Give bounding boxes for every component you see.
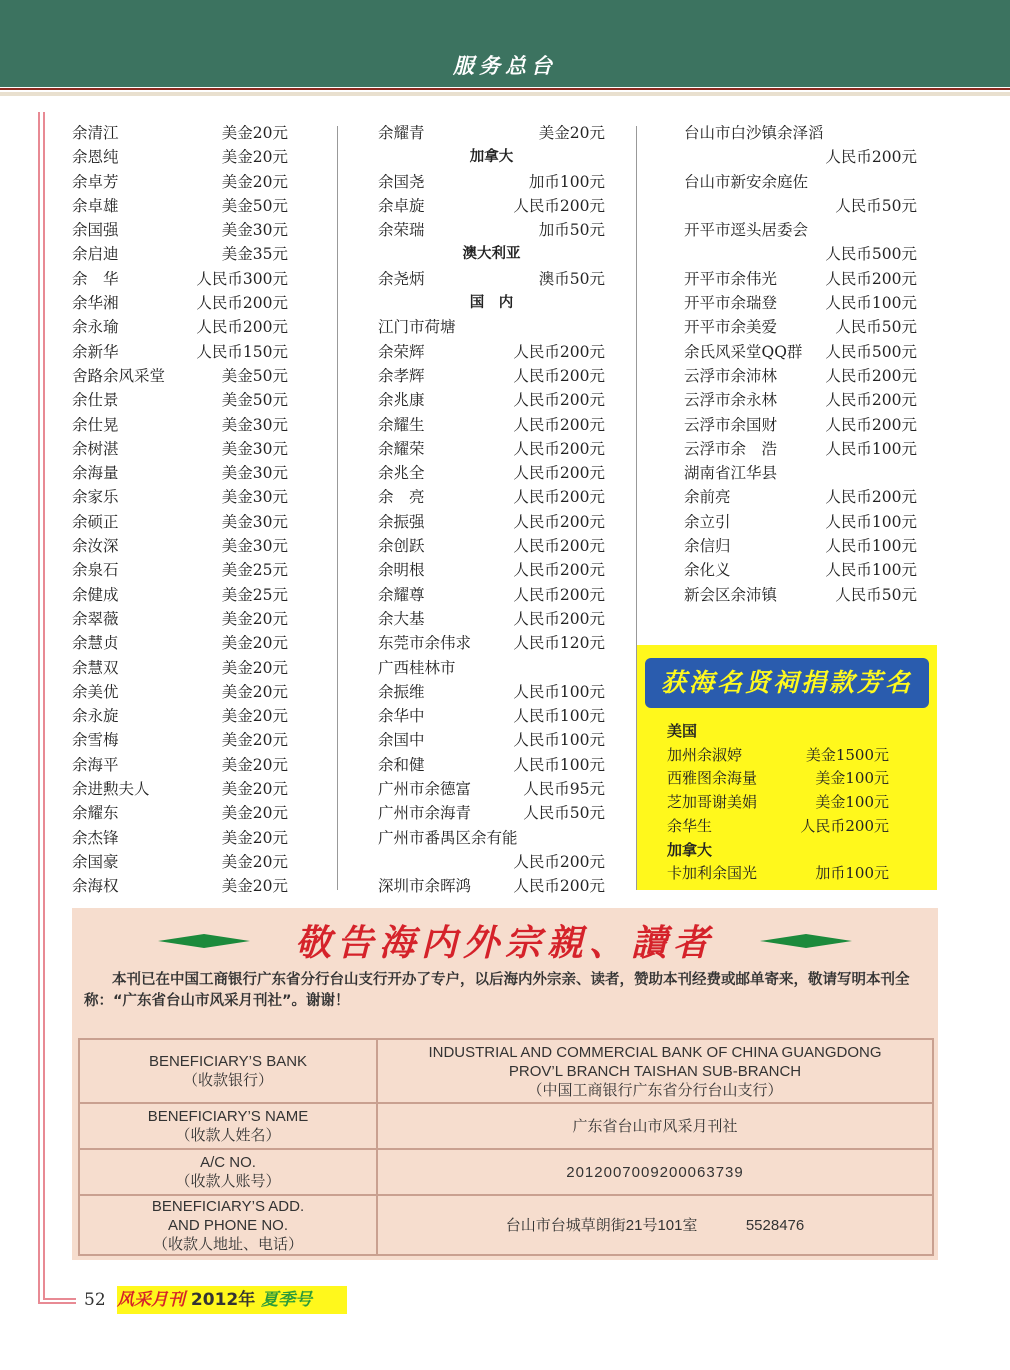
donor-row	[72, 194, 288, 218]
donor-row	[72, 364, 288, 388]
donor-row	[72, 510, 288, 534]
donation-amount: 美金20元	[221, 609, 288, 628]
donation-amount: 人民币200元	[800, 816, 889, 835]
donation-amount: 人民币120元	[513, 634, 605, 653]
donation-amount: 人民币200元	[513, 415, 605, 434]
donor-name: 余创跃	[378, 537, 425, 556]
donation-amount: 美金30元	[221, 537, 288, 556]
donation-amount: 人民币500元	[825, 245, 917, 264]
donor-row	[72, 777, 288, 801]
donor-row	[378, 753, 605, 777]
beneficiary-phone: 5528476	[745, 1216, 805, 1234]
donor-row	[378, 170, 605, 194]
donor-row	[684, 583, 917, 607]
donor-name: 开平市余瑞登	[684, 294, 778, 313]
donor-name: 余进勲夫人	[72, 780, 150, 799]
donor-row	[378, 583, 605, 607]
donation-amount: 人民币200元	[825, 148, 917, 167]
ac-label-cn: （收款人账号）	[175, 1173, 281, 1190]
donor-name: 余国中	[378, 731, 425, 750]
donation-amount: 美金50元	[221, 391, 288, 410]
donation-amount: 美金20元	[221, 148, 288, 167]
donor-name: 余耀尊	[378, 585, 425, 604]
donor-name: 余立引	[684, 512, 731, 531]
donor-row	[378, 267, 605, 291]
donor-name: 余华中	[378, 707, 425, 726]
donor-name: 余翠薇	[72, 609, 119, 628]
donation-amount: 美金20元	[221, 877, 288, 896]
donor-name: 余耀荣	[378, 439, 425, 458]
donor-row	[72, 485, 288, 509]
donor-row	[684, 315, 917, 339]
donor-row	[72, 121, 288, 145]
donation-amount: 人民币50元	[835, 196, 917, 215]
donor-name: 余清江	[72, 124, 119, 142]
address-label-cell	[79, 1195, 377, 1255]
donation-amount: 人民币200元	[825, 415, 917, 434]
donor-row	[667, 767, 889, 791]
donor-name: 余国尧	[378, 172, 425, 191]
donation-amount: 人民币200元	[825, 391, 917, 410]
donor-name: 余信归	[684, 537, 731, 556]
donor-name: 余振强	[378, 512, 425, 531]
donor-name: 余永瑜	[72, 318, 119, 337]
donor-row	[72, 315, 288, 339]
donation-amount: 美金30元	[221, 488, 288, 507]
donation-amount: 美金20元	[221, 804, 288, 823]
donation-amount: 人民币200元	[513, 196, 605, 215]
donor-name: 余卓芳	[72, 172, 119, 191]
donor-name: 余兆康	[378, 391, 425, 410]
donor-name: 芝加哥谢美娟	[667, 793, 758, 812]
donation-amount: 人民币100元	[513, 731, 605, 750]
donation-amount: 美金100元	[815, 793, 889, 812]
donation-amount: 人民币200元	[825, 366, 917, 385]
donor-name: 余海权	[72, 877, 119, 896]
donation-amount: 人民币150元	[196, 342, 288, 361]
donor-name: 余 华	[72, 269, 119, 288]
donation-amount: 人民币200元	[513, 391, 605, 410]
donation-amount: 美金50元	[221, 366, 288, 385]
donor-name: 余雪梅	[72, 731, 119, 750]
donor-name: 余国豪	[72, 852, 119, 871]
donor-row	[684, 291, 917, 315]
donor-row	[72, 801, 288, 825]
donor-name: 余慧贞	[72, 634, 119, 653]
donation-amount: 人民币200元	[196, 318, 288, 337]
donor-name: 余耀青	[378, 124, 425, 142]
donation-amount: 美金20元	[221, 707, 288, 726]
ac-label-cell	[79, 1149, 377, 1195]
donor-location: 广西桂林市	[378, 658, 456, 677]
donor-name: 余前亮	[684, 488, 731, 507]
donation-amount: 美金20元	[221, 634, 288, 653]
donor-row	[684, 267, 917, 291]
donor-row	[667, 744, 889, 768]
donor-name: 余耀生	[378, 415, 425, 434]
shrine-donation-title: 获海名贤祠捐款芳名	[645, 658, 929, 708]
donor-row	[378, 485, 605, 509]
donation-amount: 人民币500元	[825, 342, 917, 361]
donor-name: 余恩纯	[72, 148, 119, 167]
donation-amount: 美金20元	[538, 124, 605, 142]
donation-amount: 美金20元	[221, 124, 288, 142]
donor-row	[72, 534, 288, 558]
donor-location: 台山市白沙镇余泽滔	[684, 124, 824, 142]
donor-name: 余仕景	[72, 391, 119, 410]
donor-name: 余海量	[72, 464, 119, 483]
donor-row	[378, 607, 605, 631]
donation-amount: 人民币200元	[513, 439, 605, 458]
frame-vertical-1	[38, 112, 40, 1304]
donor-location: 江门市荷塘	[378, 318, 456, 337]
region-heading: 加拿大	[667, 840, 713, 859]
donor-row	[378, 728, 605, 752]
donor-name: 余振维	[378, 682, 425, 701]
donor-row	[72, 340, 288, 364]
donation-amount: 美金20元	[221, 755, 288, 774]
beneficiary-name: 广东省台山市风采月刊社	[377, 1103, 933, 1149]
donor-row	[684, 388, 917, 412]
donor-row	[684, 340, 917, 364]
region-heading: 国 内	[469, 295, 514, 312]
donor-name: 余启迪	[72, 245, 119, 264]
header-rule-light	[0, 92, 1010, 96]
donor-row	[378, 777, 605, 801]
issue-season: 夏季号	[261, 1290, 313, 1310]
donor-name: 余汝深	[72, 537, 119, 556]
donation-amount: 人民币200元	[513, 464, 605, 483]
donor-name: 余荣瑞	[378, 221, 425, 240]
address-label-cn: （收款人地址、电话）	[152, 1235, 303, 1253]
donation-amount: 人民币100元	[825, 561, 917, 580]
donor-row	[72, 874, 288, 898]
donor-row	[72, 728, 288, 752]
donation-amount: 美金30元	[221, 221, 288, 240]
donation-amount: 人民币50元	[835, 318, 917, 337]
donor-name: 余化义	[684, 561, 731, 580]
donor-row	[72, 267, 288, 291]
donor-name: 余健成	[72, 585, 119, 604]
donor-name: 广州市余海青	[378, 804, 472, 823]
donor-row	[378, 558, 605, 582]
donor-name: 云浮市余 浩	[684, 439, 778, 458]
donor-name: 广州市余德富	[378, 780, 472, 799]
donor-name: 余大基	[378, 609, 425, 628]
donor-name: 余卓旋	[378, 196, 425, 215]
donor-name: 余氏风采堂QQ群	[684, 342, 803, 361]
donation-amount: 美金20元	[221, 828, 288, 847]
donor-name: 卡加利余国光	[667, 864, 758, 883]
donation-amount: 美金25元	[221, 561, 288, 580]
donor-row	[684, 510, 917, 534]
donation-amount: 美金30元	[221, 464, 288, 483]
donor-row	[72, 291, 288, 315]
donor-name: 余仕晃	[72, 415, 119, 434]
donor-row	[72, 558, 288, 582]
donor-row	[72, 850, 288, 874]
donor-row	[667, 815, 889, 839]
donation-amount: 人民币200元	[513, 488, 605, 507]
donor-row	[684, 437, 917, 461]
donor-name: 西雅图余海量	[667, 769, 758, 788]
donation-amount: 加币100元	[528, 172, 605, 191]
donor-row	[378, 461, 605, 485]
donation-amount: 人民币200元	[825, 269, 917, 288]
donor-row	[667, 862, 889, 886]
donor-row	[378, 364, 605, 388]
donor-row	[72, 631, 288, 655]
frame-horizontal-2	[43, 1298, 76, 1300]
donation-amount: 人民币300元	[196, 269, 288, 288]
donation-amount: 美金20元	[221, 682, 288, 701]
magazine-footer	[117, 1286, 347, 1314]
donation-amount: 人民币50元	[523, 804, 605, 823]
donation-amount: 人民币200元	[513, 877, 605, 896]
donor-name: 余泉石	[72, 561, 119, 580]
donation-amount: 美金25元	[221, 585, 288, 604]
donor-row	[378, 218, 605, 242]
donation-amount: 美金35元	[221, 245, 288, 264]
address-label-en-2: AND PHONE NO.	[167, 1216, 288, 1234]
donor-location: 开平市逕头居委会	[684, 221, 809, 240]
donation-amount: 人民币200元	[513, 852, 605, 871]
bank-value-line2: PROV’L BRANCH TAISHAN SUB-BRANCH	[508, 1062, 802, 1080]
donor-row	[72, 242, 288, 266]
donor-name: 深圳市余晖鸿	[378, 877, 472, 896]
donor-name: 加州余淑婷	[667, 745, 743, 764]
donation-amount: 美金100元	[815, 769, 889, 788]
donor-row	[378, 437, 605, 461]
donor-row	[72, 437, 288, 461]
name-label-cell	[79, 1103, 377, 1149]
donor-row	[72, 218, 288, 242]
notice-text: 本刊已在中国工商银行广东省分行台山支行开办了专户，以后海内外宗亲、读者，赞助本刊经费或邮单寄来，敬请写明本刊全称：“广东省台山市风采月刊社”。谢谢！	[84, 972, 910, 1009]
donor-row	[72, 461, 288, 485]
donor-location: 台山市新安余庭佐	[684, 172, 809, 191]
donor-row	[684, 534, 917, 558]
donor-name: 新会区余沛镇	[684, 585, 778, 604]
donation-amount: 美金20元	[221, 172, 288, 191]
donor-list-column-1	[72, 121, 288, 899]
donor-name: 余耀东	[72, 804, 119, 823]
region-heading: 澳大利亚	[462, 246, 521, 263]
issue-year: 2012年	[190, 1290, 256, 1310]
donor-name: 余孝辉	[378, 366, 425, 385]
donation-amount: 人民币200元	[513, 366, 605, 385]
donor-row	[667, 791, 889, 815]
region-heading: 美国	[667, 722, 698, 740]
donor-row	[378, 534, 605, 558]
donation-amount: 人民币95元	[523, 780, 605, 799]
donation-amount: 人民币200元	[513, 537, 605, 556]
donor-name: 余和健	[378, 755, 425, 774]
donation-amount: 美金20元	[221, 780, 288, 799]
donor-name: 舍路余风采堂	[72, 366, 166, 385]
donor-list-column-2	[378, 121, 605, 899]
donation-amount: 美金30元	[221, 512, 288, 531]
donor-row	[378, 801, 605, 825]
header-rule	[0, 88, 1010, 90]
donor-name: 云浮市余国财	[684, 415, 778, 434]
donor-name: 余华生	[667, 816, 713, 835]
donor-name: 余明根	[378, 561, 425, 580]
donation-amount: 人民币200元	[513, 342, 605, 361]
donation-amount: 澳币50元	[538, 269, 605, 288]
bank-label-cell	[79, 1039, 377, 1103]
donation-amount: 美金20元	[221, 658, 288, 677]
donation-amount: 人民币100元	[825, 512, 917, 531]
page-number: 52	[84, 1290, 106, 1310]
bank-label-cn: （收款银行）	[182, 1072, 273, 1089]
donor-name: 开平市余美爱	[684, 318, 778, 337]
donor-row	[72, 753, 288, 777]
donation-amount: 人民币50元	[835, 585, 917, 604]
frame-vertical-2	[43, 112, 45, 1300]
donation-amount: 美金30元	[221, 439, 288, 458]
donor-name: 余永旋	[72, 707, 119, 726]
donation-amount: 人民币100元	[825, 537, 917, 556]
donor-name: 余杰锋	[72, 828, 119, 847]
column-divider-1	[337, 126, 338, 890]
donor-row	[378, 631, 605, 655]
address-label-en-1: BENEFICIARY’S ADD.	[151, 1197, 305, 1215]
donor-name: 余硕正	[72, 512, 119, 531]
donor-row	[72, 704, 288, 728]
bank-value-cell	[377, 1039, 933, 1103]
donor-row	[684, 485, 917, 509]
notice-title: 敬告海内外宗親、讀者	[294, 922, 715, 964]
donation-amount: 人民币200元	[513, 561, 605, 580]
donation-amount: 加币100元	[815, 864, 889, 883]
donor-row	[72, 583, 288, 607]
donor-row	[378, 704, 605, 728]
donation-amount: 加币50元	[538, 221, 605, 240]
donor-row	[684, 364, 917, 388]
address-value-cell	[377, 1195, 933, 1255]
donor-name: 开平市余伟光	[684, 269, 778, 288]
donor-row	[684, 413, 917, 437]
bank-value-line3: （中国工商银行广东省分行台山支行）	[527, 1081, 783, 1099]
donor-name: 余卓雄	[72, 196, 119, 215]
bank-account-table	[78, 1038, 934, 1256]
donor-name: 云浮市余沛林	[684, 366, 778, 385]
donor-row	[378, 340, 605, 364]
donor-name: 余国强	[72, 221, 119, 240]
donor-name: 余树湛	[72, 439, 119, 458]
bank-label-en: BENEFICIARY’S BANK	[148, 1053, 308, 1070]
donation-amount: 人民币100元	[513, 755, 605, 774]
donor-name: 余海平	[72, 755, 119, 774]
donor-name: 余慧双	[72, 658, 119, 677]
donation-amount: 人民币200元	[513, 609, 605, 628]
donor-name: 余新华	[72, 342, 119, 361]
region-heading: 加拿大	[469, 149, 514, 166]
donation-amount: 人民币100元	[513, 682, 605, 701]
donation-amount: 人民币100元	[513, 707, 605, 726]
donor-row	[378, 413, 605, 437]
donation-amount: 人民币200元	[513, 585, 605, 604]
shrine-donor-list	[667, 720, 889, 886]
donation-amount: 人民币200元	[825, 488, 917, 507]
donation-amount: 人民币100元	[825, 439, 917, 458]
donation-amount: 人民币100元	[825, 294, 917, 313]
donation-amount: 美金20元	[221, 731, 288, 750]
name-label-en: BENEFICIARY’S NAME	[147, 1108, 309, 1125]
ac-label-en: A/C NO.	[200, 1154, 256, 1171]
donor-row	[72, 145, 288, 169]
bank-value-line1: INDUSTRIAL AND COMMERCIAL BANK OF CHINA GUANGDONG	[428, 1043, 882, 1061]
donor-name: 云浮市余永林	[684, 391, 778, 410]
name-label-cn: （收款人姓名）	[175, 1127, 281, 1144]
donor-row	[72, 826, 288, 850]
magazine-name: 风采月刊	[117, 1290, 185, 1310]
donor-row	[72, 388, 288, 412]
donor-name: 余 亮	[378, 488, 425, 507]
donation-amount: 美金1500元	[805, 745, 889, 764]
donor-name: 东莞市余伟求	[378, 634, 472, 653]
donor-name: 余美优	[72, 682, 119, 701]
donor-location: 湖南省江华县	[684, 464, 778, 483]
donor-row	[72, 607, 288, 631]
donor-row	[378, 121, 605, 145]
donor-name: 余家乐	[72, 488, 119, 507]
beneficiary-address: 台山市台城草朗街21号101室	[505, 1216, 698, 1234]
donation-amount: 美金30元	[221, 415, 288, 434]
donor-row	[378, 194, 605, 218]
donor-row	[72, 680, 288, 704]
donor-row	[684, 558, 917, 582]
section-title: 服务总台	[453, 54, 557, 78]
donation-amount: 美金50元	[221, 196, 288, 215]
donation-amount: 人民币200元	[513, 512, 605, 531]
donor-location: 广州市番禺区余有能	[378, 828, 518, 847]
donation-amount: 人民币200元	[196, 294, 288, 313]
frame-horizontal-1	[38, 1302, 76, 1304]
donor-row	[378, 680, 605, 704]
donor-list-column-3	[684, 121, 917, 607]
account-number: 2012007009200063739	[377, 1149, 933, 1195]
donor-name: 余兆全	[378, 464, 425, 483]
donor-name: 余荣辉	[378, 342, 425, 361]
donation-amount: 美金20元	[221, 852, 288, 871]
donor-row	[378, 510, 605, 534]
donor-row	[378, 388, 605, 412]
donor-name: 余华湘	[72, 294, 119, 313]
donor-name: 余尧炳	[378, 269, 425, 288]
donor-row	[72, 413, 288, 437]
donor-row	[72, 170, 288, 194]
donor-row	[378, 874, 605, 898]
donor-row	[72, 656, 288, 680]
